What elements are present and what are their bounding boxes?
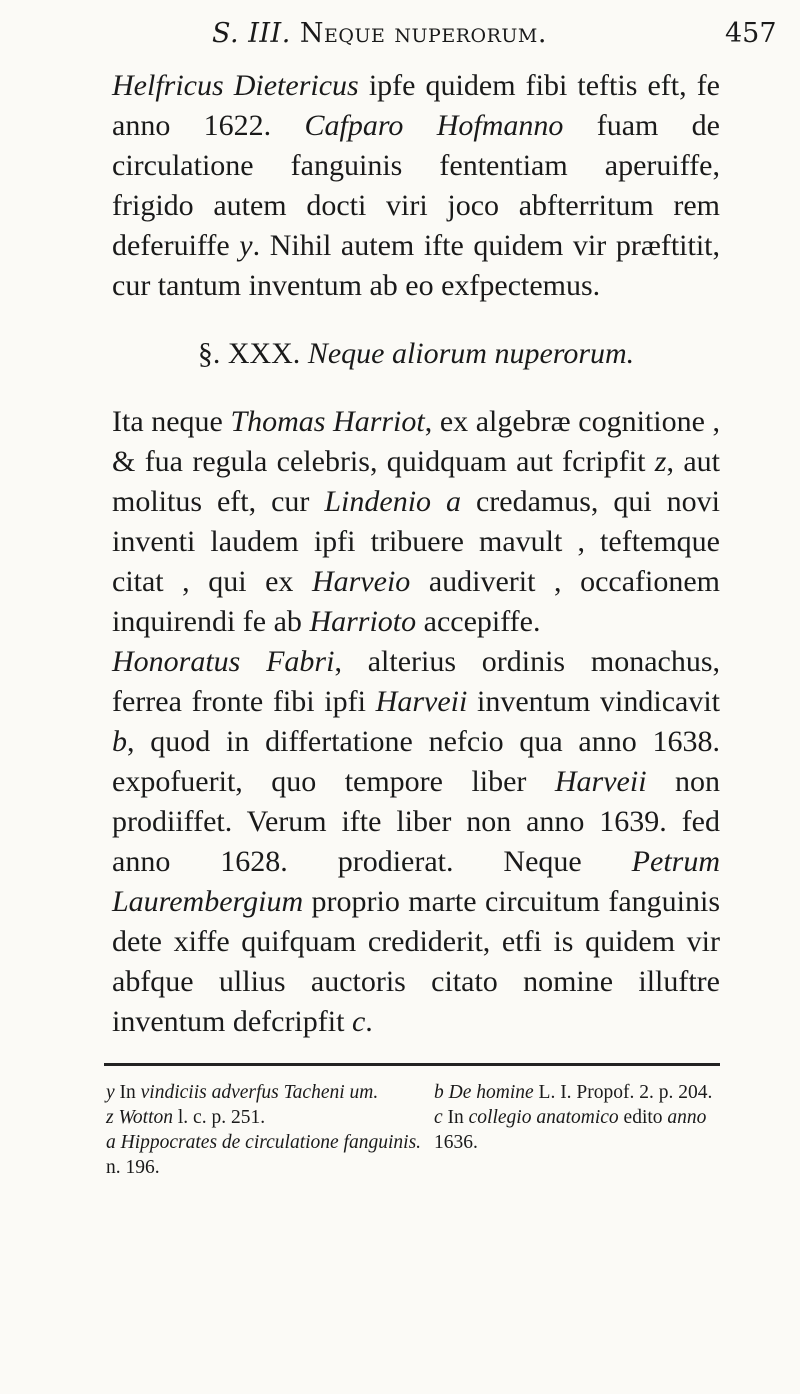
section-title: Neque aliorum nuperorum.: [307, 337, 635, 370]
person-name: Helfricus Dietericus: [112, 69, 359, 102]
person-name: Cafparo Hofmanno: [304, 109, 564, 142]
section-label: S. III.: [212, 18, 291, 49]
footnote-text: In: [442, 1107, 469, 1128]
text-run: accepiffe.: [416, 605, 541, 638]
paragraph-1: [112, 66, 720, 306]
footnote-text: 1636.: [434, 1132, 478, 1153]
main-text: [112, 66, 720, 1042]
note-reference: c: [351, 1005, 366, 1038]
work-title: vindiciis adverfus Tacheni um.: [140, 1082, 379, 1103]
person-name: Harrioto: [309, 605, 417, 638]
text-run: inventum vindicavit: [467, 685, 720, 718]
footnote-text: L. I. Propof. 2. p. 204.: [533, 1082, 713, 1103]
footnote-b: [434, 1080, 724, 1105]
text-run: Ita neque: [112, 405, 231, 438]
footnote-text: In: [114, 1082, 141, 1103]
author-name: Wotton: [118, 1107, 174, 1128]
person-name: Thomas Harriot: [230, 405, 425, 438]
footnote-z: [106, 1105, 426, 1130]
note-reference: y: [239, 229, 253, 262]
header-title: Neque nuperorum.: [299, 18, 547, 49]
text-run: .: [365, 1005, 373, 1038]
work-title: Hippocrates de circulatione fanguinis.: [120, 1132, 422, 1153]
person-name: Harveii: [375, 685, 468, 718]
person-name: Lindenio: [324, 485, 432, 518]
section-number: §. XXX.: [197, 337, 301, 370]
footnotes-left-column: [106, 1080, 426, 1180]
person-name: Harveii: [554, 765, 647, 798]
footnote-text: l. c. p. 251.: [173, 1107, 266, 1128]
person-name: Petrum Laurembergium: [112, 845, 720, 918]
text-run: fuam de circulatione fanguinis fententiam aperuiffe, frigido autem docti viri joco abfterritum rem deferuiffe: [112, 109, 720, 262]
paragraph-3: [112, 642, 720, 1042]
running-title: [212, 18, 547, 49]
footnote-text: n. 196.: [106, 1157, 160, 1178]
footnote-mark: c: [434, 1107, 443, 1128]
footnote-mark: y: [106, 1082, 115, 1103]
text-run: , aut molitus eft, cur: [112, 445, 720, 518]
paragraph-2: [112, 402, 720, 642]
footnotes-right-column: [434, 1080, 724, 1155]
person-name: Harveio: [311, 565, 411, 598]
footnote-word: anno: [667, 1107, 707, 1128]
section-heading: [112, 334, 720, 374]
footnote-y: [106, 1080, 426, 1105]
work-title: collegio anatomico: [468, 1107, 619, 1128]
text-run: ipfe quidem fibi teftis eft, fe anno 1622.: [112, 69, 720, 142]
footnote-mark: b: [434, 1082, 444, 1103]
text-run: . Nihil autem ifte quidem vir præftitit, cur tantum inventum ab eo exfpectemus.: [112, 229, 720, 302]
text-run: , quod in differtatione nefcio qua anno 1638. expofuerit, quo tempore liber: [112, 725, 720, 798]
footnote-text: edito: [618, 1107, 668, 1128]
note-reference: z: [654, 445, 667, 478]
note-reference: a: [446, 485, 461, 518]
footnote-divider: [104, 1063, 720, 1066]
text-run: audiverit , occafionem inquirendi fe ab: [112, 565, 720, 638]
person-name: Honoratus Fabri: [112, 645, 335, 678]
footnote-a: [106, 1130, 426, 1180]
work-title: De homine: [448, 1082, 534, 1103]
page-number: 457: [725, 18, 777, 49]
text-run: , alterius ordinis monachus, ferrea fronte fibi ipfi: [112, 645, 721, 718]
footnote-mark: a: [106, 1132, 116, 1153]
text-run: non prodiiffet. Verum ifte liber non anno 1639. fed anno 1628. prodierat. Neque: [112, 765, 720, 878]
footnote-c: [434, 1105, 724, 1155]
text-run: , ex algebræ cognitione , & fua regula celebris, quidquam aut fcripfit: [112, 405, 720, 478]
footnote-mark: z: [106, 1107, 114, 1128]
note-reference: b: [112, 725, 127, 758]
running-header: [0, 14, 800, 54]
text-run: proprio marte circuitum fanguinis dete xiffe quifquam crediderit, etfi is quidem vir abfque ullius auctoris citato nomine illuftre inventum defcripfit: [112, 885, 720, 1038]
text-run: credamus, qui novi inventi laudem ipfi tribuere mavult , teftemque citat , qui ex: [112, 485, 721, 598]
